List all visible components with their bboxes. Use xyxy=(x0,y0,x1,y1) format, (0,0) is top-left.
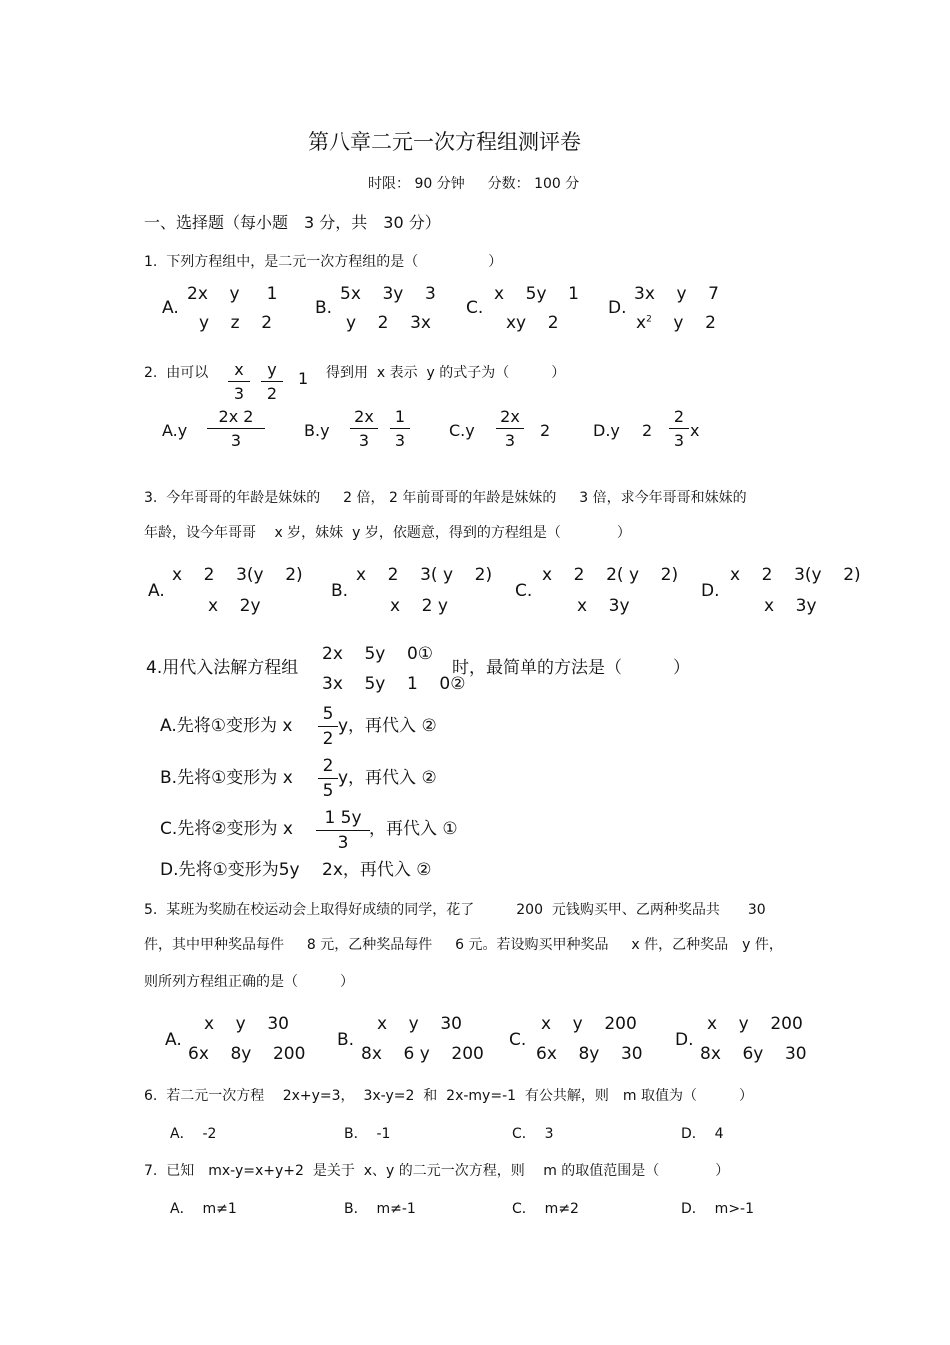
fraction: $\frac{1 5y}{3}$ xyxy=(316,810,370,852)
option-label: D. xyxy=(701,581,720,601)
option-label: D.y xyxy=(593,421,620,440)
fraction: $\frac{1}{3}$ xyxy=(390,409,410,449)
option-c: C． m≠2 xyxy=(512,1201,579,1217)
equation-1: 2x 5y 0① xyxy=(322,644,434,664)
equation-line-2: 8x 6 y 200 xyxy=(361,1044,484,1064)
question-stem-post: 得到用 x 表示 y 的式子为（ ） xyxy=(326,365,566,381)
variable: x xyxy=(690,421,700,440)
equation-line-1: 5x 3y 3 xyxy=(340,284,436,304)
option-a: A． -2 xyxy=(170,1126,217,1142)
option-label: A. xyxy=(165,1030,182,1050)
option-label: A. xyxy=(162,298,179,318)
option-label: B. xyxy=(331,581,349,601)
equation-line-1: x 2 3(y 2) xyxy=(172,565,303,585)
equation-line-1: 2x y 1 xyxy=(187,284,278,304)
question-stem: 1. 下列方程组中，是二元一次方程组的是（ ） xyxy=(144,254,503,270)
equation-line-2: $x^2$ y 2 xyxy=(636,313,716,333)
equation-line-1: x 2 3(y 2) xyxy=(730,565,861,585)
option-label: B. xyxy=(315,298,333,318)
equation-line-2: x 2y xyxy=(208,596,261,616)
constant: 2 xyxy=(540,421,551,440)
time-score-line: 时限： 90 分钟 分数： 100 分 xyxy=(368,176,580,192)
fraction-y-over-2: $\frac{y}{2}$ xyxy=(261,362,283,402)
fraction: $\frac{5}{2}$ xyxy=(318,706,338,748)
question-stem: 6. 若二元一次方程 2x+y=3， 3x-y=2 和 2x-my=-1 有公共解，则 m 取值为（ ） xyxy=(144,1088,754,1104)
fraction: $\frac{2}{3}$ xyxy=(669,409,689,449)
question-stem-post: 时，最简单的方法是（ ） xyxy=(452,658,690,678)
equation-2: 3x 5y 1 0② xyxy=(322,674,466,694)
equation-line-1: x 2 2( y 2) xyxy=(542,565,679,585)
question-stem-line-2: 件，其中甲种奖品每件 8 元，乙种奖品每件 6 元。若设购买甲种奖品 x 件，乙种奖品 y 件， xyxy=(144,937,783,953)
option-text-post: y，再代入 ② xyxy=(338,768,437,788)
equation-line-2: 6x 8y 30 xyxy=(536,1044,643,1064)
option-label: B. xyxy=(337,1030,355,1050)
equation-line-2: 6x 8y 200 xyxy=(188,1044,306,1064)
fraction: $\frac{2}{5}$ xyxy=(318,758,338,800)
option-label: B.y xyxy=(304,421,330,440)
option-label: C.y xyxy=(449,421,475,440)
option-label: D. xyxy=(675,1030,694,1050)
equation-line-1: x y 200 xyxy=(541,1014,637,1034)
option-c: C． 3 xyxy=(512,1126,554,1142)
question-stem: 7. 已知 mx-y=x+y+2 是关于 x、y 的二元一次方程，则 m 的取值范围是（ ） xyxy=(144,1163,730,1179)
fraction: $\frac{2x}{3}$ xyxy=(496,409,524,449)
page-title: 第八章二元一次方程组测评卷 xyxy=(308,130,581,154)
option-text-post: ，再代入 ① xyxy=(369,819,458,839)
option-label: A.y xyxy=(162,421,188,440)
option-text-pre: B.先将①变形为 x xyxy=(160,768,293,788)
question-stem-line-1: 3. 今年哥哥的年龄是妹妹的 2 倍， 2 年前哥哥的年龄是妹妹的 3 倍，求今年哥哥和妹妹的 xyxy=(144,490,747,506)
equals-value: 1 xyxy=(298,369,309,388)
option-label: C. xyxy=(515,581,533,601)
option-label: C. xyxy=(466,298,484,318)
option-b: B． -1 xyxy=(344,1126,391,1142)
option-text-pre: C.先将②变形为 x xyxy=(160,819,293,839)
equation-line-1: x y 200 xyxy=(707,1014,803,1034)
option-label: A. xyxy=(148,581,165,601)
equation-line-2: xy 2 xyxy=(506,313,559,333)
option-a: A． m≠1 xyxy=(170,1201,237,1217)
option-text-pre: A.先将①变形为 x xyxy=(160,716,293,736)
fraction: $\frac{2x 2}{3}$ xyxy=(207,409,265,449)
option-label: D. xyxy=(608,298,627,318)
question-stem-line-3: 则所列方程组正确的是（ ） xyxy=(144,974,354,990)
equation-line-1: x y 30 xyxy=(377,1014,462,1034)
option-text: D.先将①变形为5y 2x，再代入 ② xyxy=(160,860,432,880)
option-text-post: y，再代入 ② xyxy=(338,716,437,736)
section-heading: 一、选择题（每小题 3 分，共 30 分） xyxy=(144,213,441,232)
option-d: D． 4 xyxy=(681,1126,724,1142)
option-label: C. xyxy=(509,1030,527,1050)
question-stem-line-2: 年龄，设今年哥哥 x 岁，妹妹 y 岁，依题意，得到的方程组是（ ） xyxy=(144,525,631,541)
equation-line-1: 3x y 7 xyxy=(634,284,719,304)
fraction-x-over-3: $\frac{x}{3}$ xyxy=(228,362,250,402)
constant: 2 xyxy=(642,421,653,440)
question-stem-line-1: 5. 某班为奖励在校运动会上取得好成绩的同学，花了 200 元钱购买甲、乙两种奖品共 30 xyxy=(144,902,766,918)
equation-line-2: x 3y xyxy=(764,596,817,616)
option-b: B． m≠-1 xyxy=(344,1201,416,1217)
question-stem-pre: 4.用代入法解方程组 xyxy=(146,658,299,678)
equation-line-2: x 2 y xyxy=(390,596,448,616)
equation-line-1: x y 30 xyxy=(204,1014,289,1034)
equation-line-2: y z 2 xyxy=(199,313,273,333)
option-d: D． m>-1 xyxy=(681,1201,755,1217)
equation-line-1: x 2 3( y 2) xyxy=(356,565,493,585)
equation-line-2: x 3y xyxy=(577,596,630,616)
fraction: $\frac{2x}{3}$ xyxy=(350,409,378,449)
equation-line-1: x 5y 1 xyxy=(494,284,579,304)
question-stem-pre: 2. 由可以 xyxy=(144,365,209,381)
equation-line-2: y 2 3x xyxy=(346,313,431,333)
equation-line-2: 8x 6y 30 xyxy=(700,1044,807,1064)
